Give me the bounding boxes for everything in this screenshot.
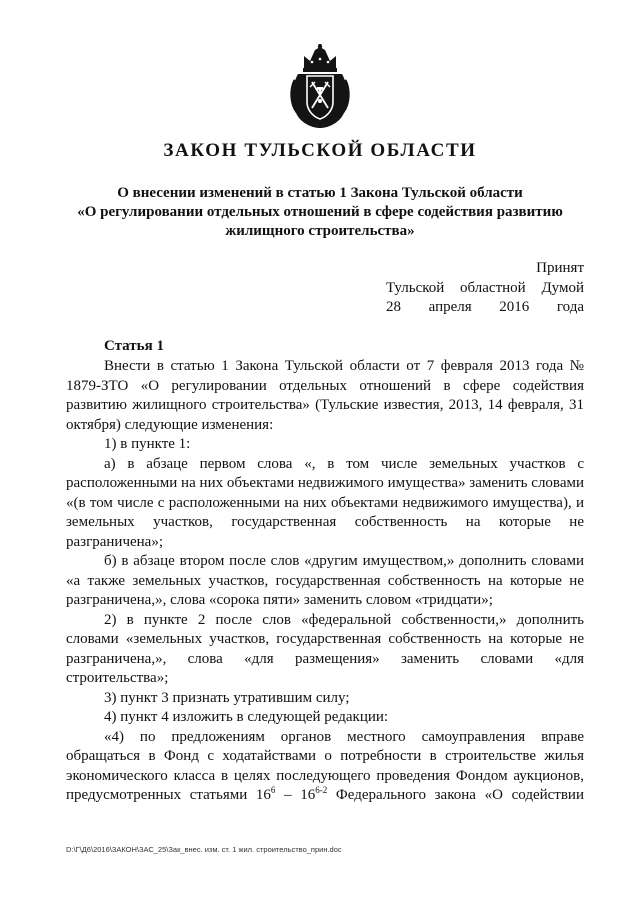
- law-title: ЗАКОН ТУЛЬСКОЙ ОБЛАСТИ: [163, 140, 477, 161]
- paragraph-intro: Внести в статью 1 Закона Тульской области от 7 февраля 2013 года № 1879-ЗТО «О регулировании отдельных отношений в сфере содействия развитию жилищного строительства» (Тульские известия, 2013, 14 февраля, 31 октября) следующие изменения:: [66, 358, 584, 433]
- article-heading: Статья 1: [104, 338, 164, 354]
- article-body: [66, 357, 584, 806]
- adoption-date: 28 апреля 2016 года: [386, 299, 584, 315]
- paragraph-item-1a: а) в абзаце первом слова «, в том числе земельных участков с расположенными на них объектами недвижимого имущества» заменить словами «(в том числе с расположенными на них объектами недвижимого имущества), и земельных участков, государственная собственность на которые не разграничена»;: [66, 455, 584, 550]
- paragraph-item-4-text: «4) по предложениям органов местного самоуправления вправе обращаться в Фонд с ходатайствами о потребности в строительстве жилья экономического класса в целях последующего проведения Фондом аукционов, предусмотренных статьями $16^6 - 16^{6-2}$ Федерального закона «О содействии: [66, 728, 584, 803]
- subtitle-line: жилищного строительства»: [225, 223, 415, 239]
- adoption-block: [386, 259, 584, 318]
- coat-of-arms-icon: [289, 44, 351, 128]
- adopted-label: Принят: [536, 260, 584, 276]
- paragraph-item-4: 4) пункт 4 изложить в следующей редакции:: [104, 709, 389, 725]
- subtitle-line: «О регулировании отдельных отношений в сфере содействия развитию: [77, 204, 563, 220]
- file-path-footer: D:\Г\Д6\2016\ЗАКОН\ЗАС_25\Зак_внес. изм. ст. 1 жил. строительство_прин.doc: [66, 845, 342, 854]
- paragraph-item-1b: б) в абзаце втором после слов «другим имуществом,» дополнить словами «а также земельных участков, государственная собственность на которые не разграничена,», слова «сорока пяти» заменить словом «тридцати»;: [66, 553, 584, 608]
- adopted-by: Тульской областной Думой: [386, 279, 584, 296]
- paragraph-item-1: 1) в пункте 1:: [104, 436, 191, 452]
- law-subtitle: [60, 184, 580, 241]
- paragraph-item-3: 3) пункт 3 признать утратившим силу;: [104, 689, 350, 706]
- subtitle-line: О внесении изменений в статью 1 Закона Тульской области: [117, 185, 523, 201]
- paragraph-item-2: 2) в пункте 2 после слов «федеральной собственности,» дополнить словами «земельных участков, государственная собственность на которые не разграничена,», слова «для размещения» заменить словами «для строительства»;: [66, 611, 584, 686]
